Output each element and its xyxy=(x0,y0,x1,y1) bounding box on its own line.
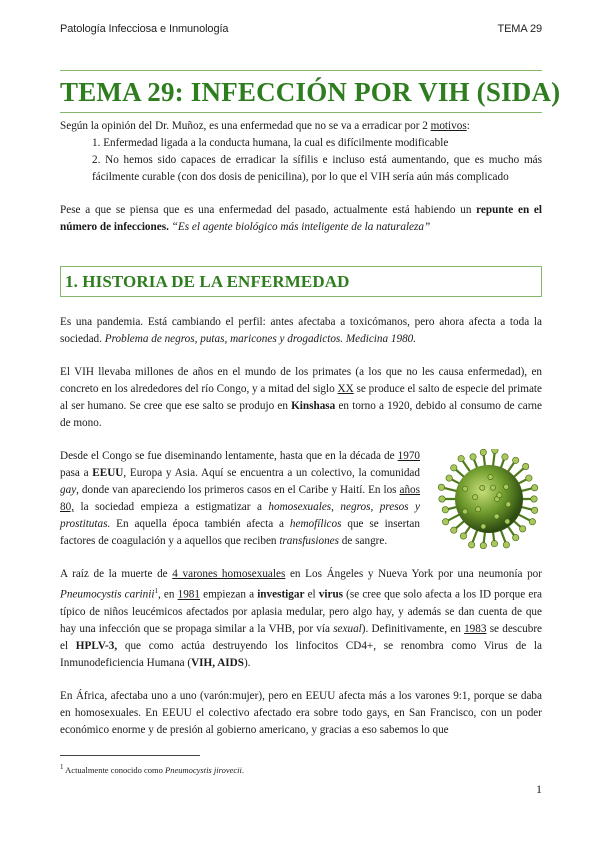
list-item: 2. No hemos sido capaces de erradicar la sífilis e incluso está aumentando, que es mucho más fácilmente curable (con dos dosis de penicilina), por lo que el VIH sería aún más complicado xyxy=(92,154,542,183)
header-course: Patología Infecciosa e Inmunología xyxy=(60,23,229,35)
page-title: TEMA 29: INFECCIÓN POR VIH (SIDA) xyxy=(60,77,561,107)
title-bottom-rule xyxy=(60,112,542,113)
section-heading: 1. HISTORIA DE LA ENFERMEDAD xyxy=(60,266,542,297)
section-heading-box xyxy=(60,266,542,297)
header-topic: TEMA 29 xyxy=(497,23,542,35)
title-block xyxy=(60,70,561,113)
history-paragraph-1: Es una pandemia. Está cambiando el perfil: antes afectaba a toxicómanos, pero ahora afecta a toda la sociedad. Problema de negros, putas, maricones y drogadictos. Medicina 1980. xyxy=(60,316,542,345)
page-number: 1 xyxy=(536,782,542,796)
history-paragraph-5: En África, afectaba uno a uno (varón:mujer), pero en EEUU afecta más a los varones 9:1, porque se daba en homosexuales. En EEUU el colectivo afectado era sobre todo gays, en San Francisco, con un poder económico enorme y de presión al gobierno americano, y gracias a eso sabemos lo que xyxy=(60,689,542,736)
intro-paragraph-2: Pese a que se piensa que es una enfermedad del pasado, actualmente está habiendo un repunte en el número de infecciones. “Es el agente biológico más inteligente de la naturaleza” xyxy=(60,204,542,233)
hiv-virus-illustration xyxy=(437,449,541,549)
footnote: $^1$ Actualmente conocido como Pneumocystis jirovecii. xyxy=(60,763,244,775)
title-top-rule xyxy=(60,70,542,71)
history-paragraph-4: A raíz de la muerte de 4 varones homosexuales en Los Ángeles y Nueva York por una neumonía por Pneumocystis carinii$^1$, en 1981 empiezan a investigar el virus (se cree que solo afecta a los ID porque era típico de niños leucémicos afectados por aplasia medular, pero algo hay, y además se dan cuenta de que hay una infección que se propaga similar a la VHB, por vía sexual). Definitivamente, en 1983 se descubre el HPLV-3, que como actúa destruyendo los linfocitos CD4+, se renombra como Virus de la Inmunodeficiencia Humana (VIH, AIDS). xyxy=(60,568,543,669)
page-header xyxy=(60,23,542,35)
history-paragraph-2: El VIH llevaba millones de años en el mundo de los primates (a los que no les causa enfermedad), en concreto en los alrededores del río Congo, y a mitad del siglo XX se produce el salto de especie del primate al ser humano. Se cree que ese salto se produjo en Kinshasa en torno a 1920, debido al consumo de carne de mono. xyxy=(60,366,543,429)
history-paragraph-3: Desde el Congo se fue diseminando lentamente, hasta que en la década de 1970 pasa a EEUU, Europa y Asia. Aquí se encuentra a un colectivo, la comunidad gay, donde van apareciendo los primeros casos en el Caribe y Haití. En los años 80, la sociedad empieza a estigmatizar a homosexuales, negros, presos y prostitutas. En aquella época también afecta a hemofílicos que se insertan factores de coagulación y a aquellos que reciben transfusiones de sangre. xyxy=(60,450,420,547)
intro-paragraph: Según la opinión del Dr. Muñoz, es una enfermedad que no se va a erradicar por 2 motivos: xyxy=(60,120,470,132)
intro-section xyxy=(60,118,542,236)
footnote-rule xyxy=(60,755,200,756)
motives-list xyxy=(92,135,542,186)
list-item: 1. Enfermedad ligada a la conducta humana, la cual es difícilmente modificable xyxy=(92,137,449,149)
